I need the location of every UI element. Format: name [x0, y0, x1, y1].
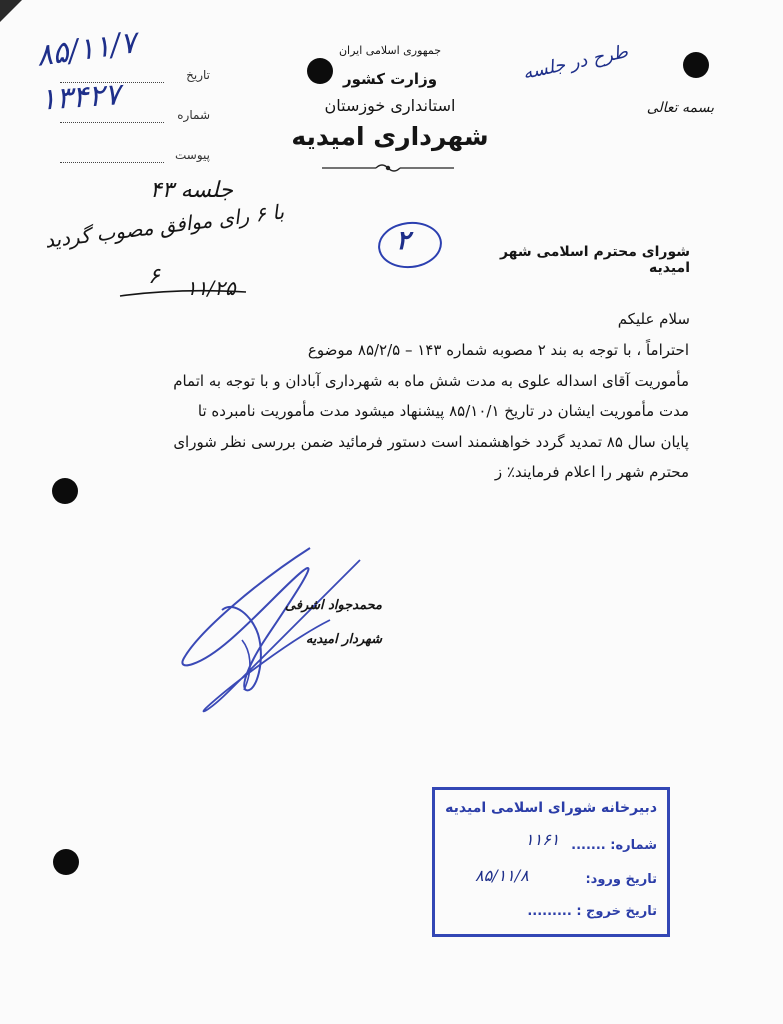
punch-hole-bottom-left [53, 849, 79, 875]
circled-number-mark [376, 219, 444, 271]
body-line-2: مأموریت آقای اسداله علوی به مدت شش ماه به شهرداری آبادان و با توجه به اتمام [173, 371, 689, 390]
letter-body [124, 335, 689, 488]
body-line-5: محترم شهر را اعلام فرمایند٪ ز [494, 463, 689, 481]
governorate-line: استانداری خوزستان [324, 96, 456, 115]
stamp-title: دبیرخانه شورای اسلامی امیدیه [445, 800, 657, 816]
punch-hole-mid-left [52, 478, 78, 504]
council-secretariat-stamp [432, 787, 670, 937]
stamp-number-value: ۱۱۶۱ [525, 830, 560, 849]
handwritten-date: ۸۵/۱۱/۷ [34, 25, 139, 74]
attachment-label: پیوست [175, 148, 210, 162]
header-ornament [318, 160, 458, 176]
resolution-note: با ۶ رای موافق مصوب گردید [43, 199, 286, 253]
ministry-line: وزارت کشور [342, 70, 438, 88]
body-line-1: احتراماً ، با توجه به بند ۲ مصوبه شماره ۱۴۳ – ۸۵/۲/۵ موضوع [307, 341, 689, 359]
number-label: شماره [177, 108, 210, 122]
date-label: تاریخ [186, 68, 210, 82]
stamp-number-label: شماره: ....... [571, 838, 657, 853]
attachment-row [60, 148, 210, 170]
attachment-dotted-line [60, 162, 164, 163]
body-line-3: مدت مأموریت ایشان در تاریخ ۸۵/۱۰/۱ پیشنهاد میشود مدت مأموریت نامبرده تا [197, 402, 689, 420]
note-underline [118, 286, 248, 300]
handwritten-signature [170, 540, 370, 720]
greeting-line: سلام علیکم [617, 310, 690, 328]
session-note: جلسه ۴۳ [150, 178, 233, 203]
punch-hole-top-right [683, 52, 709, 78]
stamp-entry-value: ۸۵/۱۱/۸ [475, 866, 529, 885]
signer-name: محمدجواد اشرفی [284, 598, 382, 613]
handwritten-number: ۱۳۴۲۷ [38, 77, 122, 118]
recipient-line: شورای محترم اسلامی شهر امیدیه [499, 244, 690, 276]
republic-line: جمهوری اسلامی ایران [338, 44, 442, 57]
municipality-title: شهرداری امیدیه [291, 122, 489, 151]
stamp-exit-label: تاریخ خروج : ......... [527, 904, 657, 919]
note-day: ۶ [148, 264, 160, 289]
circled-number: ۲ [396, 226, 410, 256]
handwritten-agenda-note: طرح در جلسه [520, 41, 630, 84]
invocation-text: بسمه تعالی [646, 100, 714, 116]
stamp-entry-label: تاریخ ورود: [585, 872, 657, 887]
body-line-4: پایان سال ۸۵ تمدید گردد خواهشمند است دستور فرمائید ضمن بررسی نظر شورای [173, 432, 689, 451]
number-dotted-line [60, 122, 164, 123]
note-date: ۱۱/۲۵ [186, 276, 236, 300]
folded-corner [0, 0, 22, 22]
signer-title: شهردار امیدیه [305, 632, 382, 647]
